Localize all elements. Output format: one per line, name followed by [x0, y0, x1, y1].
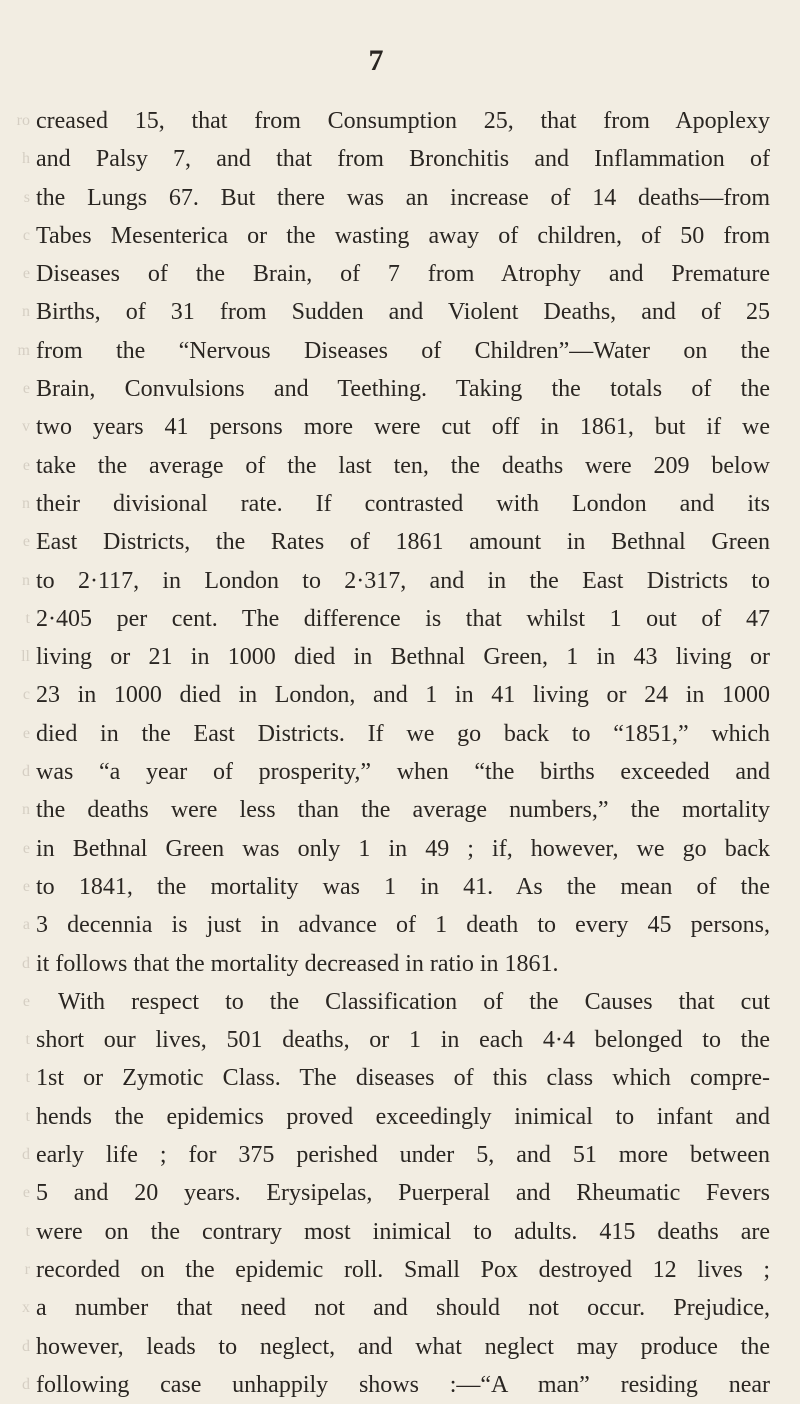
text-line: [0, 485, 800, 523]
margin-show-through: d: [22, 1337, 30, 1355]
text-line-content: recorded on the epidemic roll. Small Pox destroyed 12 lives ;: [36, 1256, 770, 1283]
text-line: [0, 179, 800, 217]
text-line-content: from the “Nervous Diseases of Children”—Water on the: [36, 337, 770, 364]
text-line: [0, 945, 800, 983]
text-line-content: died in the East Districts. If we go back to “1851,” which: [36, 720, 770, 747]
margin-show-through: t: [25, 1031, 30, 1049]
text-line: [0, 1328, 800, 1366]
margin-show-through: ro: [16, 112, 30, 129]
margin-show-through: d: [22, 763, 30, 781]
text-line: [0, 1136, 800, 1174]
margin-show-through: e: [22, 456, 30, 474]
text-line-content: to 2·117, in London to 2·317, and in the East Districts to: [36, 567, 770, 594]
text-line: [0, 1289, 800, 1327]
text-line: [0, 293, 800, 331]
margin-show-through: e: [22, 533, 30, 551]
margin-show-through: t: [25, 1107, 30, 1125]
text-line-content: and Palsy 7, and that from Bronchitis and Inflammation of: [36, 146, 770, 173]
text-line-content: were on the contrary most inimical to adults. 415 deaths are: [36, 1218, 770, 1245]
text-line: [0, 562, 800, 600]
margin-show-through: t: [25, 609, 30, 627]
text-line: [0, 753, 800, 791]
page-number: 7: [368, 44, 384, 77]
text-line-content: living or 21 in 1000 died in Bethnal Green, 1 in 43 living or: [36, 644, 770, 671]
text-line: [0, 447, 800, 485]
text-line: [0, 1021, 800, 1059]
text-line: [0, 1059, 800, 1097]
text-line: [0, 983, 800, 1021]
margin-show-through: t: [25, 1069, 30, 1087]
text-line-content: hends the epidemics proved exceedingly inimical to infant and: [36, 1103, 770, 1130]
margin-show-through: n: [22, 303, 30, 321]
text-line-content: creased 15, that from Consumption 25, that from Apoplexy: [36, 108, 770, 134]
text-line-content: Diseases of the Brain, of 7 from Atrophy and Premature: [36, 261, 770, 288]
text-line-content: Brain, Convulsions and Teething. Taking the totals of the: [36, 376, 770, 403]
text-line-content: 5 and 20 years. Erysipelas, Puerperal and Rheumatic Fevers: [36, 1180, 770, 1207]
margin-show-through: s: [23, 188, 30, 206]
text-line: [0, 715, 800, 753]
text-line-content: a number that need not and should not occur. Prejudice,: [36, 1295, 770, 1322]
text-line-content: short our lives, 501 deaths, or 1 in each 4·4 belonged to the: [36, 1027, 770, 1054]
margin-show-through: a: [22, 916, 30, 934]
margin-show-through: d: [22, 1375, 30, 1393]
text-line: [0, 638, 800, 676]
margin-show-through: e: [22, 992, 30, 1010]
text-line-content: East Districts, the Rates of 1861 amount in Bethnal Green: [36, 529, 770, 556]
text-line: [0, 868, 800, 906]
text-line-content: With respect to the Classification of the Causes that cut: [58, 988, 770, 1015]
text-line-content: Tabes Mesenterica or the wasting away of children, of 50 from: [36, 222, 770, 249]
text-line-content: their divisional rate. If contrasted with London and its: [36, 490, 770, 517]
text-line: [0, 1098, 800, 1136]
text-line: [0, 102, 800, 140]
text-line: [0, 1366, 800, 1404]
text-line-content: following case unhappily shows :—“A man” residing near: [36, 1371, 770, 1398]
text-line-content: was “a year of prosperity,” when “the births exceeded and: [36, 759, 770, 786]
text-line-content: the Lungs 67. But there was an increase of 14 deaths—from: [36, 184, 770, 211]
margin-show-through: n: [22, 571, 30, 589]
text-line-content: 3 decennia is just in advance of 1 death to every 45 persons,: [36, 912, 770, 939]
text-line-content: 1st or Zymotic Class. The diseases of this class which compre-: [36, 1065, 770, 1092]
margin-show-through: v: [22, 418, 30, 436]
body-text: [0, 102, 800, 1404]
text-line-content: Births, of 31 from Sudden and Violent Deaths, and of 25: [36, 299, 770, 326]
margin-show-through: e: [22, 265, 30, 283]
text-line: [0, 1251, 800, 1289]
margin-show-through: d: [22, 954, 30, 972]
margin-show-through: t: [25, 1222, 30, 1240]
text-line: [0, 217, 800, 255]
text-line: [0, 370, 800, 408]
text-line-content: 2·405 per cent. The difference is that whilst 1 out of 47: [36, 605, 770, 632]
margin-show-through: ll: [21, 648, 30, 666]
margin-show-through: c: [22, 686, 30, 704]
text-line: [0, 676, 800, 714]
margin-show-through: r: [24, 1260, 30, 1278]
text-line-content: however, leads to neglect, and what neglect may produce the: [36, 1333, 770, 1360]
text-line: [0, 408, 800, 446]
text-line: [0, 255, 800, 293]
margin-show-through: e: [22, 877, 30, 895]
margin-show-through: e: [22, 380, 30, 398]
text-line-content: early life ; for 375 perished under 5, and 51 more between: [36, 1142, 770, 1169]
text-line-content: two years 41 persons more were cut off in 1861, but if we: [36, 414, 770, 441]
margin-show-through: m: [17, 341, 30, 359]
margin-show-through: n: [22, 801, 30, 819]
margin-show-through: e: [22, 724, 30, 742]
text-line: [0, 600, 800, 638]
text-line: [0, 523, 800, 561]
text-line-content: to 1841, the mortality was 1 in 41. As the mean of the: [36, 873, 770, 900]
margin-show-through: x: [22, 1299, 30, 1317]
text-line: [0, 830, 800, 868]
text-line: [0, 1174, 800, 1212]
text-line: [0, 791, 800, 829]
text-line: [0, 1213, 800, 1251]
text-line: [0, 906, 800, 944]
text-line-content: in Bethnal Green was only 1 in 49 ; if, however, we go back: [36, 835, 770, 862]
text-line: [0, 332, 800, 370]
text-line-content: the deaths were less than the average numbers,” the mortality: [36, 797, 770, 824]
margin-show-through: e: [22, 1184, 30, 1202]
text-line-content: take the average of the last ten, the deaths were 209 below: [36, 452, 770, 479]
margin-show-through: e: [22, 839, 30, 857]
margin-show-through: h: [22, 150, 30, 168]
text-line-content: 23 in 1000 died in London, and 1 in 41 living or 24 in 1000: [36, 682, 770, 709]
margin-show-through: c: [22, 226, 30, 244]
text-line: [0, 140, 800, 178]
margin-show-through: n: [22, 494, 30, 512]
margin-show-through: d: [22, 1146, 30, 1164]
text-line-content: it follows that the mortality decreased in ratio in 1861.: [36, 950, 559, 977]
